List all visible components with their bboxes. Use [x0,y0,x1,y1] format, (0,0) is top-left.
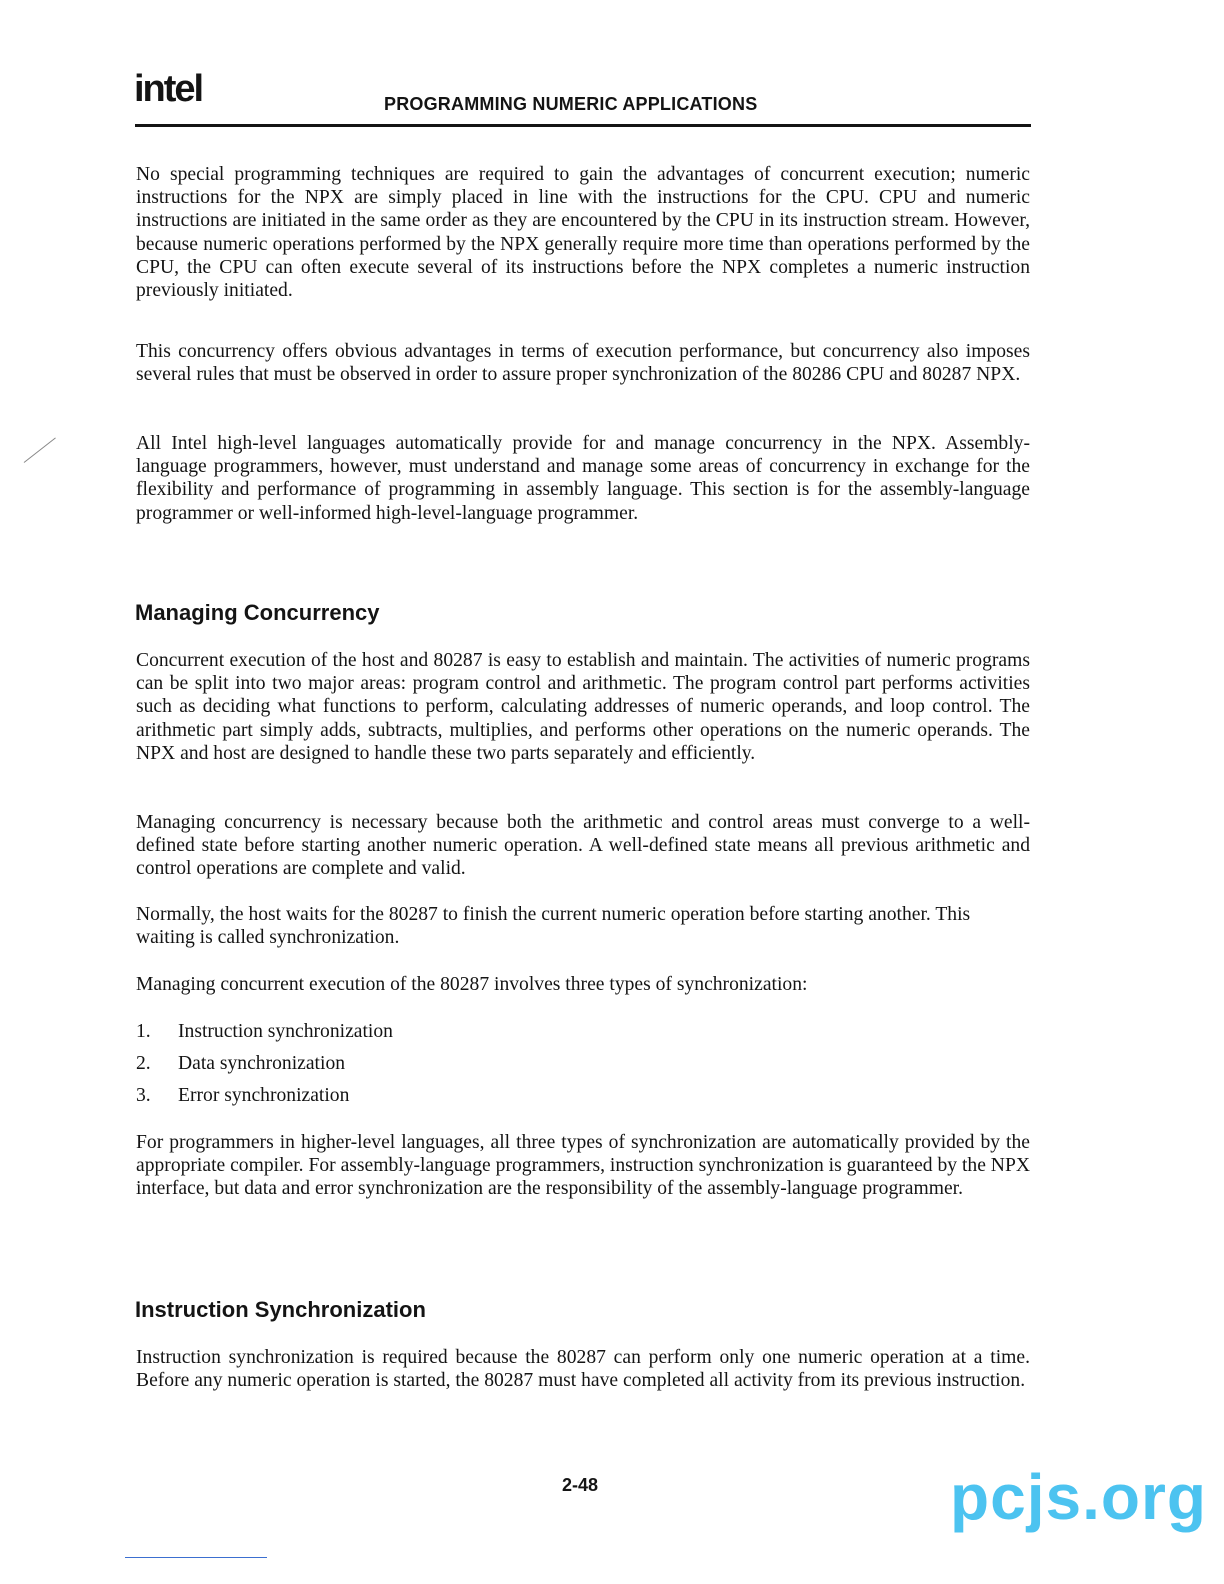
page-number: 2-48 [562,1475,599,1495]
list-item [136,1052,345,1075]
footer-link-underline [125,1557,267,1558]
page-header-title: PROGRAMMING NUMERIC APPLICATIONS [384,94,758,114]
list-item-number: 3. [136,1085,151,1106]
instruction-sync-paragraph-1: Instruction synchronization is required because the 80287 can perform only one numeric operation at a time. Before any numeric operation is started, the 80287 must have completed all activity from its previous instruction. [136,1347,1030,1392]
header-divider [135,124,1031,127]
managing-paragraph-2: Managing concurrency is necessary because both the arithmetic and control areas must converge to a well-defined state before starting another numeric operation. A well-defined state means all previous arithmetic and control operations are complete and valid. [136,812,1030,880]
intro-paragraph-2: This concurrency offers obvious advantages in terms of execution performance, but concurrency also imposes several rules that must be observed in order to assure proper synchronization of the 80286 CPU and 80287 NPX. [136,341,1030,386]
managing-paragraph-1: Concurrent execution of the host and 80287 is easy to establish and maintain. The activities of numeric programs can be split into two major areas: program control and arithmetic. The program control part performs activities such as deciding what functions to perform, calculating addresses of numeric operands, and loop control. The arithmetic part simply adds, subtracts, multiplies, and performs other operations on the numeric operands. The NPX and host are designed to handle these two parts separately and efficiently. [136,650,1030,764]
list-item-text: Error synchronization [178,1085,350,1106]
pcjs-watermark: pcjs.org [950,1461,1207,1533]
managing-paragraph-3: Normally, the host waits for the 80287 to finish the current numeric operation before starting another. This waiting is called synchronization. [136,904,971,949]
managing-paragraph-5: For programmers in higher-level languages, all three types of synchronization are automatically provided by the appropriate compiler. For assembly-language programmers, instruction synchronization is guaranteed by the NPX interface, but data and error synchronization are the responsibility of the assembly-language programmer. [136,1132,1031,1200]
managing-paragraph-4: Managing concurrent execution of the 80287 involves three types of synchronization: [136,974,808,995]
list-item [136,1084,349,1107]
intro-paragraph-1: No special programming techniques are required to gain the advantages of concurrent execution; numeric instructions for the NPX are simply placed in line with the instructions for the CPU. CPU and numeric instructions are initiated in the same order as they are encountered by the CPU in its instruction stream. However, because numeric operations performed by the NPX generally require more time than operations performed by the CPU, the CPU can often execute several of its instructions before the NPX completes a numeric instruction previously initiated. [136,164,1030,302]
list-item-number: 2. [136,1053,151,1074]
list-item-text: Data synchronization [178,1053,346,1074]
intro-paragraph-3: All Intel high-level languages automatically provide for and manage concurrency in the NPX. Assembly-language programmers, however, must understand and manage some areas of concurrency in exchange for the flexibility and performance of programming in assembly language. This section is for the assembly-language programmer or well-informed high-level-language programmer. [136,433,1030,524]
section-heading-instruction-synchronization: Instruction Synchronization [135,1297,426,1322]
list-item-number: 1. [136,1021,151,1042]
margin-pen-mark [24,437,56,462]
intel-logo: intel [134,68,203,110]
list-item [136,1020,393,1043]
list-item-text: Instruction synchronization [178,1021,393,1042]
section-heading-managing-concurrency: Managing Concurrency [135,600,380,625]
